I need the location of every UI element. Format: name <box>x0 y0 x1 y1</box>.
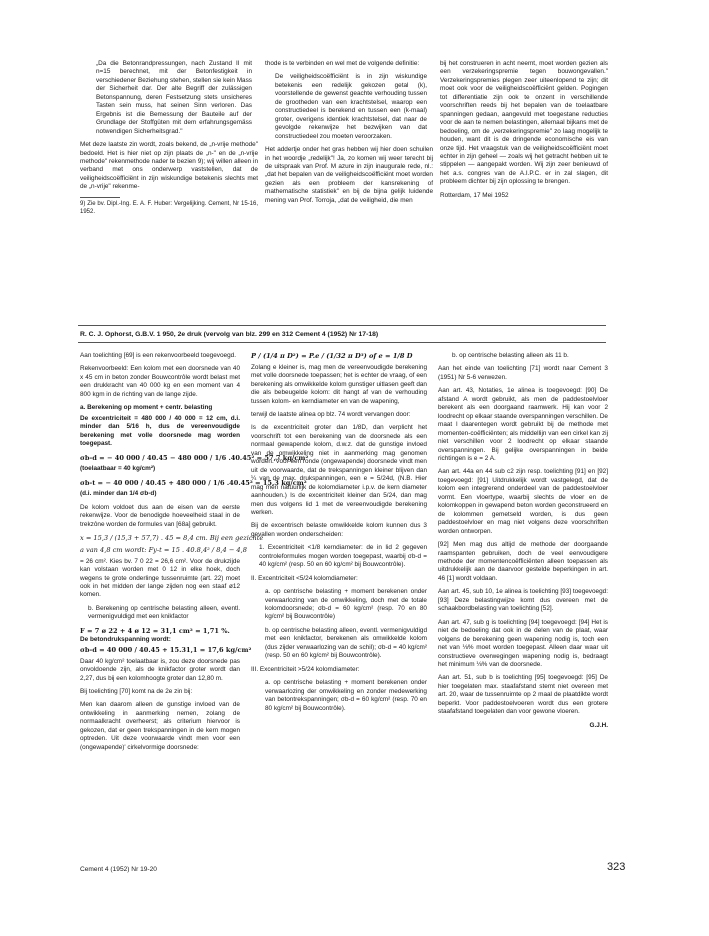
heading-a: a. Berekening op moment + centr. belasting <box>80 404 213 412</box>
equation-circle: P / (1/4 π D²) = P.e / (1/32 π D³) of e = 1/8 D <box>251 352 413 360</box>
section-rule-top <box>78 325 606 326</box>
paragraph: Daar 40 kg/cm² toelaatbaar is, zou deze doorsnede pas onvoldoende zijn, als de knikfactor groter wordt dan 2,27, dus bij een kolomhoogte groter dan 12,80 m. <box>80 657 240 682</box>
list-item: III. Excentriciteit >5/24 kolomdiameter: <box>251 665 360 673</box>
list-item: 1. Excentriciteit <1/8 kerndiameter: de in lid 2 gegeven controleformules mogen worden toegepast, waarbij σb-d = 40 kg/cm² (resp. 50 en 60 kg/cm² bij Bouwcontrôle). <box>259 544 427 569</box>
paragraph: bij het construeren in acht neemt, moet worden gezien als een verzekeringspremie tegen bouwongevallen." Verzekeringspremies plegen zeer uiteenlopend te zijn; dit moet ook voor de veiligheidscoëfficiënt gelden. Pogingen tot differentiatie zijn ook te onzent in verschillende voorschriften reeds bij het bepalen van de toelaatbare spanningen gedaan, aangevuld met toegestane reducties voor de aan te nemen belastingen, allemaal bijkans met de bedoeling, om de „verzekeringspremie" zo laag mogelijk te houden, want dit is de dringende economische eis van onze tijd. Het vraagstuk van de veiligheidscoëfficiënt moet echter in zijn geheel — zoals wij het getracht hebben uit te stippelen — aangepakt worden. Wij zijn zeer benieuwd of het a.s. congres van de A.I.P.C. er in zal slagen, dit probleem dichter bij zijn oplossing te brengen. <box>440 60 608 186</box>
definition-quote: De veiligheidscoëfficiënt is in zijn wiskundige betekenis een redelijk gekozen getal (k), voorstellende de gewenst geachte verhouding tussen de grootheden van een krachtstelsel, waarop een constructiedeel is berekend en tussen een (k-maal) groter, overigens identiek krachtstelsel, dat naar de gevolgde rekenwijze het bezwijken van dat constructiedeel zou moeten veroorzaken. <box>275 73 427 140</box>
paragraph: Het addertje onder het gras hebben wij hier doen schuilen in het woordje „redelijk"! Ja, zo komen wij weer terecht bij de uitspraak van Prof. M azure in zijn inaugurale rede, nl.: „dat het bepalen van de veiligheidscoëfficiënt moet worden gezien als een probleem der kansrekening of mathematische statistiek" en bij de bijna gelijk luidende mening van Prof. Torroja, „dat de veiligheid, die men <box>265 146 433 204</box>
list-item: b. op centrische belasting alleen, eventl. vermenigvuldigd met een knikfactor, berekenen als omwikkelde kolom (dus zijder verwaarlozing van de schil); σb-d = 40 kg/cm² (resp. 50 en 60 kg/cm² bij Bouwcontrôle). <box>265 626 427 660</box>
equation-sigma-bd: σb-d = − 40 000 / 40.45 − 480 000 / 1/6 .40.45² = 57,7 kg/cm² <box>80 453 309 462</box>
list-item: a. op centrische belasting + moment berekenen onder verwaarlozing der omwikkeling en zonder medewerking van betontrekspanningen; σb-d = 60 kg/cm² (resp. 70 en 80 kg/cm² bij Bouwcontrôle). <box>265 679 427 712</box>
paragraph: Aan art. 51, sub b is toelichting [95] toegevoegd: [95] De hier toegelaten max. staafafstand stemt niet overeen met art. 20, waar de tussenruimte op 2 maal de plaatdikte wordt beperkt. Voor paddestoelvoeren wordt dus een grotere staafafstand toegelaten dan voor gewone vloeren. <box>438 674 608 716</box>
paragraph: thode is te verbinden en wel met de volgende definitie: <box>265 60 420 67</box>
paragraph: De kolom voldoet dus aan de eisen van de eerste rekenwijze. Voor de benodigde hoeveelheid staal in de trekzône worden de formules van [68a] gebruikt. <box>80 503 240 528</box>
equation-sigma-bd-2: σb-d = 40 000 / 40.45 + 15.31,1 = 17,6 kg/cm² <box>80 645 252 654</box>
list-item: b. op centrische belasting alleen als 11 b. <box>452 352 569 359</box>
section-rule-bottom <box>78 342 606 343</box>
footer-journal: Cement 4 (1952) Nr 19-20 <box>80 866 157 873</box>
top-column-3 <box>440 60 608 205</box>
equation-f: F = 7 ø 22 + 4 ø 12 = 31,1 cm² = 1,71 %. <box>80 626 230 635</box>
paragraph: Aan art. 47, sub g is toelichting [94] toegevoegd: [94] Het is niet de bedoeling dat ook in de delen van de plaat, waar volgens de berekening geen wapening nodig is, toch een net van ⅛% moet worden toegepast. Alleen daar waar uit constructieve overwegingen wapening nodig is, bedraagt het minimum ⅛% van de doorsnede. <box>438 618 608 668</box>
list-item: II. Excentriciteit <5/24 kolomdiameter: <box>251 574 358 582</box>
equation-x: x = 15,3 / (15,3 + 57,7) . 45 = 8,4 cm. Bij een gezichte <box>80 534 264 543</box>
equation-fy: a van 4,8 cm wordt: Fy-t = 15 . 40.8,4² / 8,4 − 4,8 <box>80 545 247 554</box>
german-quote: „Da die Betonrandpressungen, nach Zustand II mit n=15 berechnet, mit der Betonfestigkeit in verschiedener Beziehung stehen, stellen sie kein Mass der Sicherheit dar. Der alte Begriff der zulässigen Betonspannung, deren Festsetzung stets unsicheres Tasten sein muss, hat seinen Sinn verloren. Das Ergebnis ist die Bemessung der Bauteile auf der Grundlage der Stoffgüten mit dem erfahrungsgemäss notwendigen Sicherheitsgrad." <box>96 60 252 135</box>
footnote: 9) Zie bv. Dipl.-Ing. E. A. F. Huber: Vergelijking. Cement, Nr 15-16, 1952. <box>80 200 258 215</box>
paragraph: Aan het einde van toelichting [71] wordt naar Cement 3 (1951) Nr 5-6 verwezen. <box>438 365 608 381</box>
paragraph: Rekenvoorbeeld: Een kolom met een doorsnede van 40 x 45 cm in beton zonder Bouwcontrôle wordt belast met een drukkracht van 40 000 kg en een moment van 4 800 kgm in de richting van de lange zijde. <box>80 365 240 398</box>
page-number: 323 <box>607 861 626 873</box>
top-column-1 <box>80 60 258 222</box>
paragraph: Bij toelichting [70] komt na de 2e zin bij: <box>80 688 193 695</box>
paragraph: [92] Men mag dus altijd de methode der doorgaande raamspanten gebruiken, doch de veel eenvoudigere methode der momentencoëfficiënten alleen toepassen als uitdrukkelijk aan de daarvoor gestelde beperkingen in art. 46 [1] wordt voldaan. <box>438 541 608 582</box>
footnote-rule <box>80 197 120 198</box>
paragraph: Zolang e kleiner is, mag men de vereenvoudigde berekening met volle doorsnede toepassen; het is echter de vraag, of een berekening als omwikkelde kolom gunstiger uitlasen geeft dan die als bebeugelde kolom: dit hangt af van de verhouding tussen kolom- en kerndiameter en van de wapening, <box>251 363 427 405</box>
top-column-2 <box>265 60 433 210</box>
bottom-column-middle <box>251 352 427 718</box>
paragraph: Aan art. 43, Notaties, 1e alinea is toegevoegd: [90] De afstand A wordt gebruikt, als men de paddestoelvloer berekent als een doorgaand raamwerk. Hij kan voor 2 loodrecht op elkaar staande overspanningen verschillen. De maat l daarentegen wordt gebruikt bij de methode met momenten-coëfficiënten; als middellijn van een cirkel kan zij niet verschillen voor 2 loodrecht op elkaar staande overspanningen. Bij gelijke overspanningen in beide richtingen is e = 2 A. <box>438 387 608 462</box>
bottom-column-right <box>438 352 608 735</box>
paragraph: Met deze laatste zin wordt, zoals bekend, de „n-vrije methode" bedoeld. Het is hier niet op zijn plaats de „n-" en de „n-vrije methode" rekenmethode nader te bezien 9); wij willen alleen in verband met ons onderwerp vaststellen, dat de veiligheidscoëfficiënt in zijn wiskundige betekenis slechts met de „n-vrije" rekenme- <box>80 141 258 191</box>
paragraph: = 26 cm². Kies bv. 7 0 22 = 26,6 cm². Voor de drukzijde kan volstaan worden met 0 12 in elke hoek, doch wegens te grote onderlinge tussenruimte (art. 22) moet ook in het midden der lange zijden nog een staaf ø12 komen. <box>80 557 240 599</box>
equation-caption: De betondrukspanning wordt: <box>80 636 171 644</box>
equation-note: (d.i. minder dan 1/4 σb-d) <box>80 490 157 498</box>
excentricity-text: De excentriciteit = 480 000 / 40 000 = 12 cm, d.i. minder dan 5/16 h, dus de vereenvoudigde berekening met volle doorsnede mag worden toegepast. <box>80 414 240 448</box>
heading-b: b. Berekening op centrische belasting alleen, eventl. vermenigvuldigd met een knikfactor <box>88 604 240 621</box>
equation-sigma-bt: σb-t = − 40 000 / 40.45 + 480 000 / 1/6 .40.45² = 15,3 kg/cm² <box>80 478 307 487</box>
paragraph: terwijl de laatste alinea op blz. 74 wordt vervangen door: <box>251 410 411 418</box>
equation-note: (toelaatbaar = 40 kg/cm²) <box>80 465 156 473</box>
section-header: R. C. J. Ophorst, G.B.V. 1 950, 2e druk (vervolg van blz. 299 en 312 Cement 4 (1952) Nr 17-18) <box>80 331 379 338</box>
paragraph: Aan art. 44a en 44 sub c2 zijn resp. toelichting [91] en [92] toegevoegd: [91] Uitdrukkelijk wordt vastgelegd, dat de kolom een integrerend onderdeel van de paddestoelvloer vormt. Een vloertype, waarbij slechts de vloer en de kolomkoppen in gewapend beton worden geconstrueerd en de kolommen gemetseld worden, is dus geen paddestoelvloer en mag niet volgens deze voorschriften worden ontworpen. <box>438 468 608 535</box>
signature: G.J.H. <box>589 721 608 729</box>
paragraph: Aan art. 45, sub 10, 1e alinea is toelichting [93] toegevoegd: [93] Deze belastingwijze komt dus overeen met de schaakbordbelasting van toelichting [52]. <box>438 588 608 613</box>
paragraph: Is de excentriciteit groter dan 1/8D, dan verplicht het voorschrift tot een berekening van de doorsnede als een normaal gewapende kolom, d.w.z. dat de gunstige invloed van de omwikkeling niet in aanmerking mag genomen worden. Voor een ronde (ongewapende) doorsnede vindt men uit de voorwaarde, dat de trekspanningen kleiner blijven dan ¼ van de max. drukspanningen, een e = 5/24d, (N.B. Hier mag men natuurlijk de kolomdiameter i.p.v. de kern diameter aanhouden.) Is de excentriciteit kleiner dan 5/24, dan mag men dus volgens lid 1 met de vereenvoudigde berekening werken. <box>251 424 427 516</box>
paragraph: Men kan daarom alleen de gunstige invloed van de ontwikkeling in aanmerking nemen, zolang de normaalkracht overheerst; als criterium hiervoor is gekozen, dat er geen trekspanningen in de kern mogen optreden. Uit deze voorwaarde vindt men voor een (ongewapende)' cirkelvormige doorsnede: <box>80 701 240 751</box>
paragraph: Aan toelichting [69] is een rekenvoorbeeld toegevoegd. <box>80 352 236 359</box>
list-item: a. op centrische belasting + moment berekenen onder verwaarlozing van de omwikkeling, doch met de totale kolomdoorsnede; σb-d = 60 kg/cm² (resp. 70 en 80 kg/cm² bij Bouwcontrôle) <box>265 588 427 621</box>
signoff: Rotterdam, 17 Mei 1952 <box>440 191 509 199</box>
paragraph: Bij de excentrisch belaste omwikkelde kolom kunnen dus 3 gevallen worden onderscheiden: <box>251 522 427 538</box>
